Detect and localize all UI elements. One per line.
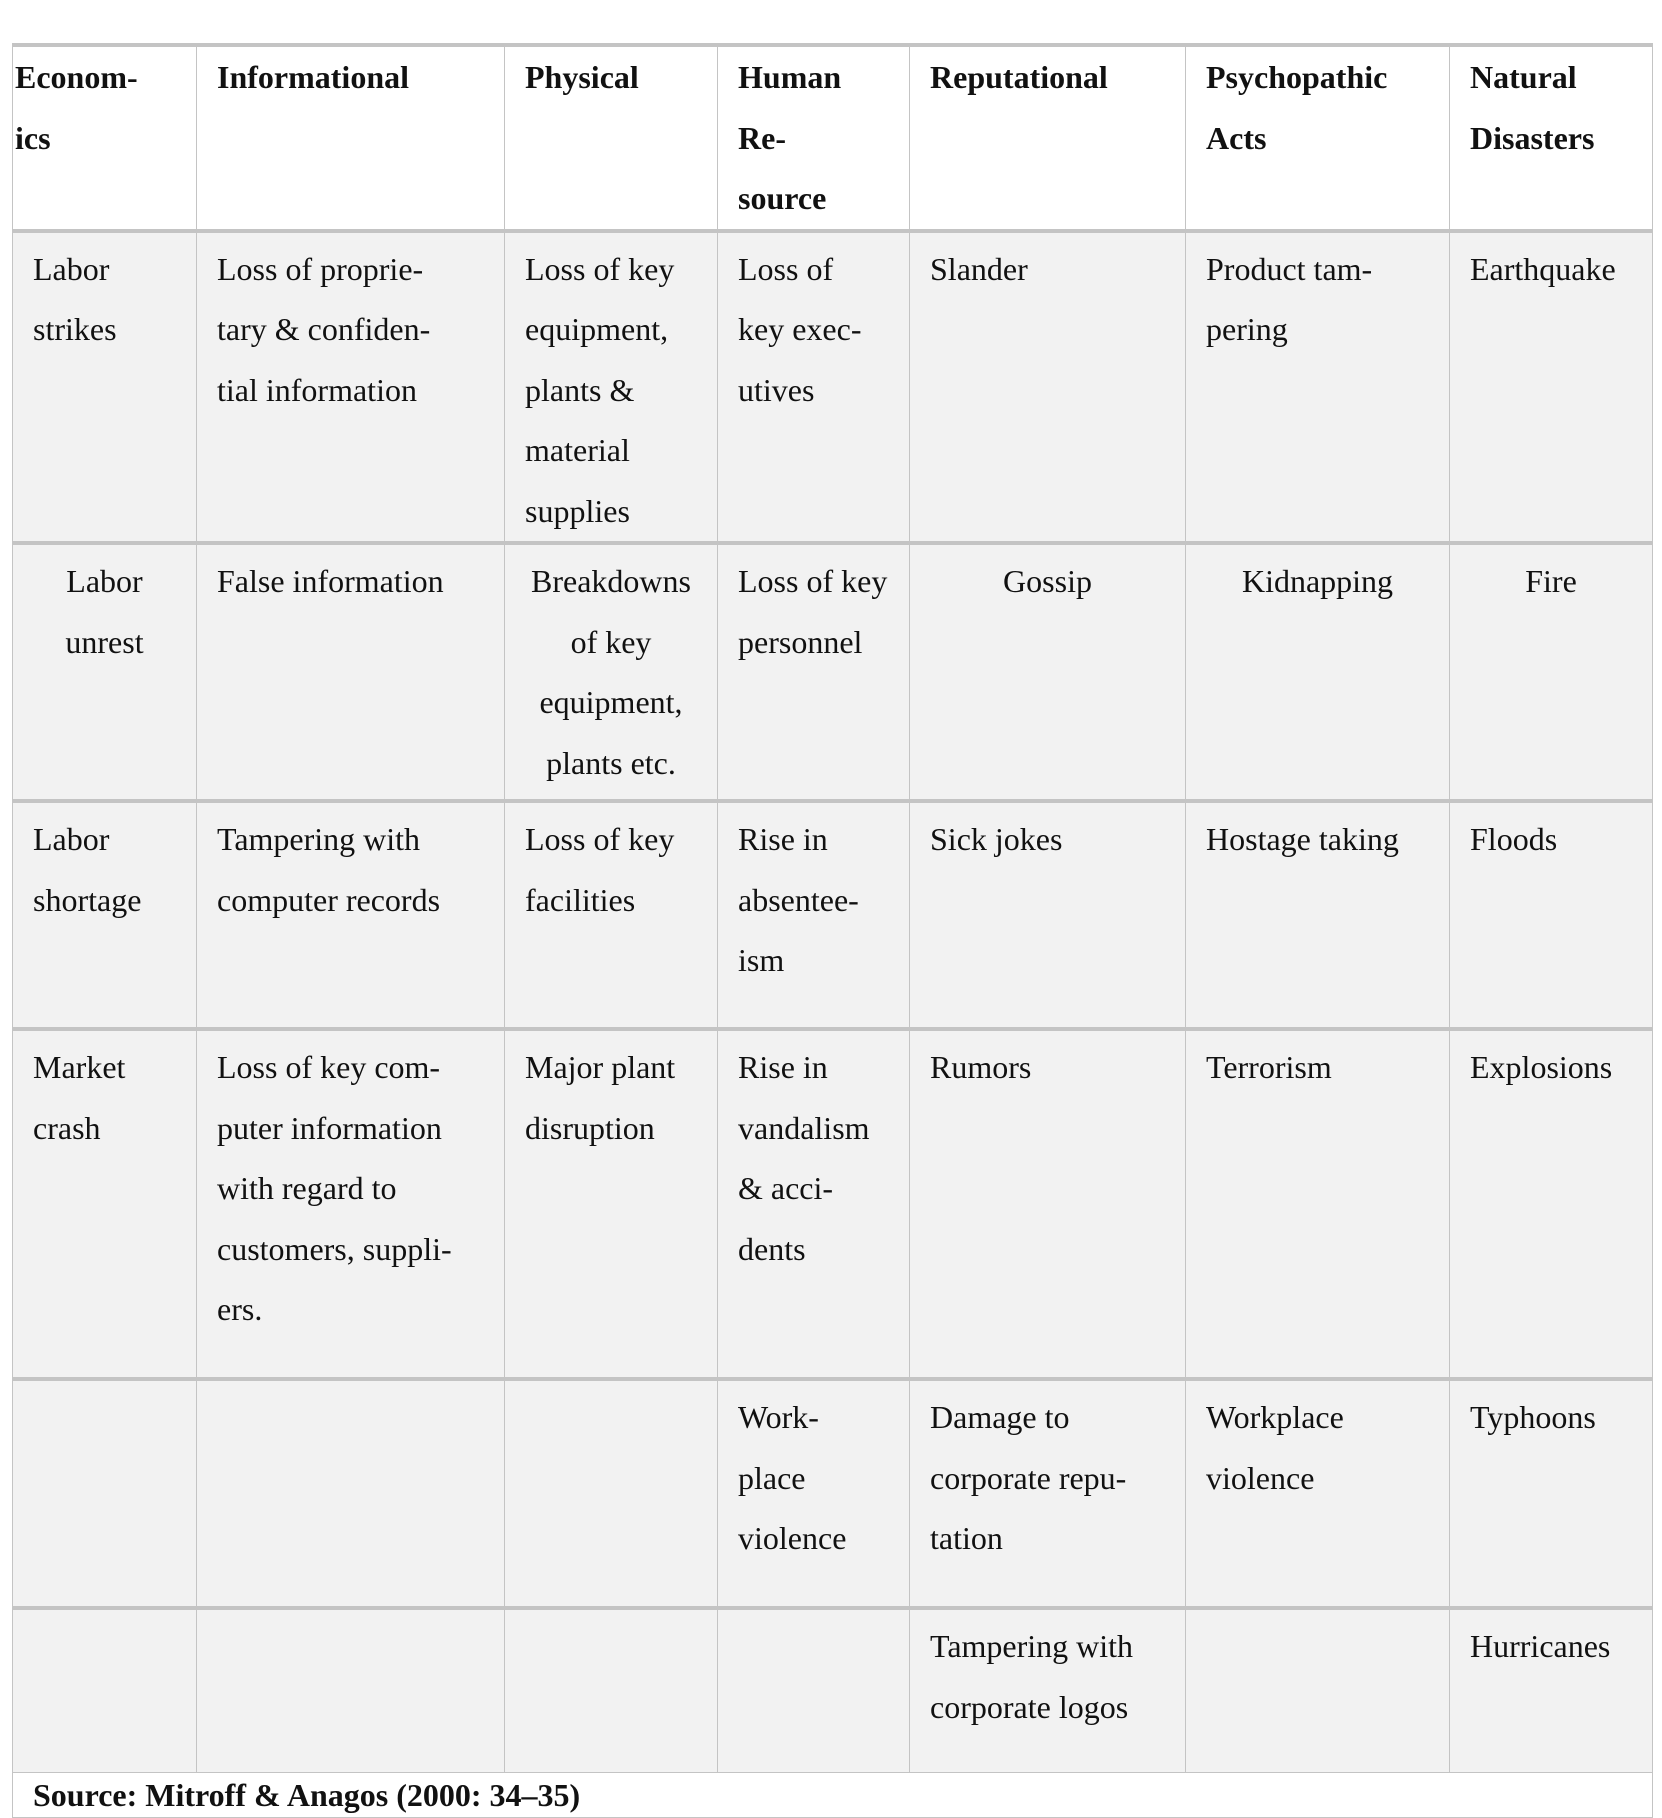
table-cell (1186, 1608, 1450, 1773)
table-cell (13, 1608, 197, 1773)
table-row (13, 1029, 1653, 1379)
table-cell: Terrorism (1186, 1029, 1450, 1379)
table-cell: Loss of key com- puter information with regard to customers, suppli- ers. (197, 1029, 505, 1379)
table-cell: Labor strikes (13, 231, 197, 544)
table-row (13, 1379, 1653, 1608)
table-cell: Kidnapping (1186, 543, 1450, 801)
column-header: Reputational (910, 45, 1186, 231)
table-cell: Labor shortage (13, 801, 197, 1029)
table-cell (13, 1379, 197, 1608)
table-cell: Loss of key equipment, plants & material supplies (505, 231, 718, 544)
table-cell: False information (197, 543, 505, 801)
table-cell: Sick jokes (910, 801, 1186, 1029)
table-cell: Hurricanes (1450, 1608, 1653, 1773)
crisis-types-table (12, 43, 1653, 1818)
table-cell: Rise in absentee- ism (718, 801, 910, 1029)
table-cell: Earthquake (1450, 231, 1653, 544)
table-row (13, 231, 1653, 544)
column-header: Econom- ics (13, 45, 197, 231)
table-cell: Labor unrest (13, 543, 197, 801)
table-cell: Floods (1450, 801, 1653, 1029)
table-cell: Damage to corporate repu- tation (910, 1379, 1186, 1608)
table-cell: Tampering with corporate logos (910, 1608, 1186, 1773)
table-cell: Product tam- pering (1186, 231, 1450, 544)
table-cell: Fire (1450, 543, 1653, 801)
table-cell: Work- place violence (718, 1379, 910, 1608)
table-row (13, 801, 1653, 1029)
table-cell: Market crash (13, 1029, 197, 1379)
table-cell: Loss of key personnel (718, 543, 910, 801)
table-cell: Slander (910, 231, 1186, 544)
table-row (13, 1608, 1653, 1773)
table-cell: Major plant disruption (505, 1029, 718, 1379)
table-cell: Loss of key exec- utives (718, 231, 910, 544)
table-cell (718, 1608, 910, 1773)
table-cell: Rumors (910, 1029, 1186, 1379)
header-row (13, 45, 1653, 231)
table-cell: Tampering with computer records (197, 801, 505, 1029)
column-header: Human Re- source (718, 45, 910, 231)
table-cell: Explosions (1450, 1029, 1653, 1379)
table-cell: Workplace violence (1186, 1379, 1450, 1608)
table-cell: Typhoons (1450, 1379, 1653, 1608)
table-cell: Rise in vandalism & acci- dents (718, 1029, 910, 1379)
column-header: Psychopathic Acts (1186, 45, 1450, 231)
table-cell: Gossip (910, 543, 1186, 801)
table-cell: Loss of proprie- tary & confiden- tial information (197, 231, 505, 544)
table-cell: Loss of key facilities (505, 801, 718, 1029)
table-cell (197, 1608, 505, 1773)
source-row (13, 1773, 1653, 1818)
table-cell (197, 1379, 505, 1608)
column-header: Physical (505, 45, 718, 231)
table-cell: Breakdowns of key equipment, plants etc. (505, 543, 718, 801)
table-row (13, 543, 1653, 801)
column-header: Natural Disasters (1450, 45, 1653, 231)
source-note: Source: Mitroff & Anagos (2000: 34–35) (13, 1773, 1653, 1818)
table-cell: Hostage taking (1186, 801, 1450, 1029)
table-cell (505, 1379, 718, 1608)
column-header: Informational (197, 45, 505, 231)
table-cell (505, 1608, 718, 1773)
